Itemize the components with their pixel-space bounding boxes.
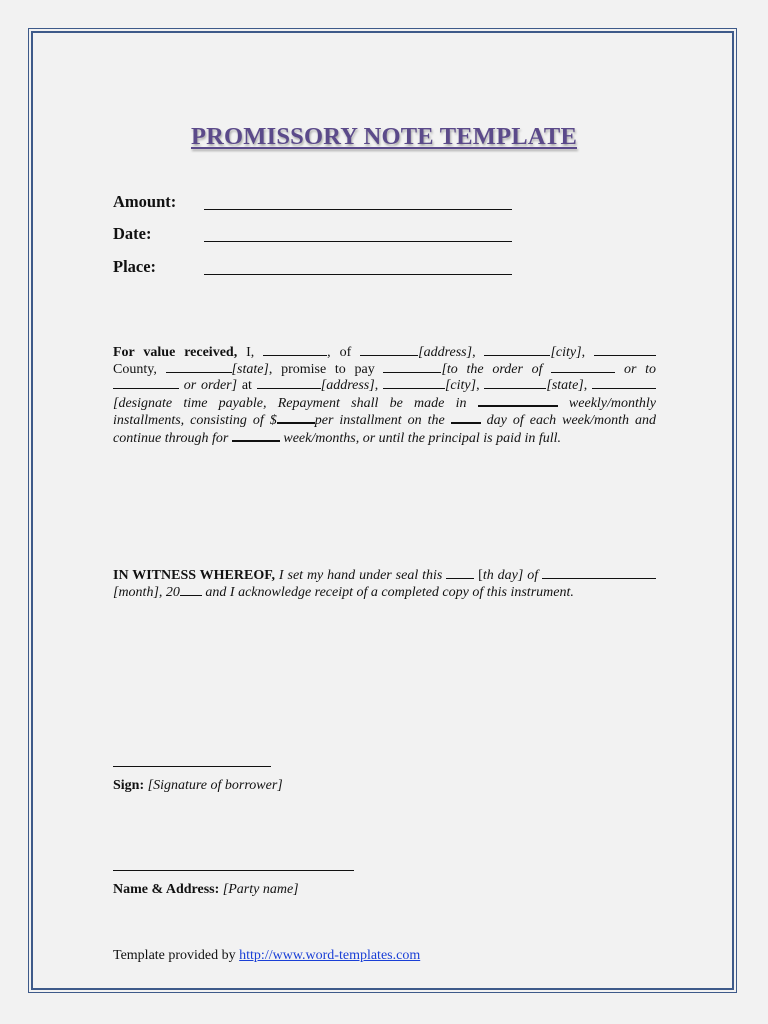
witness-paragraph: IN WITNESS WHEREOF, I set my hand under seal this [th day] of [month], 20 and I acknowledge receipt of a completed copy of this instrument. bbox=[113, 567, 656, 600]
blank bbox=[551, 361, 615, 373]
place-label: Place: bbox=[113, 257, 157, 276]
signature-line bbox=[113, 754, 271, 767]
amount-field-line bbox=[204, 192, 512, 210]
footer bbox=[113, 948, 420, 964]
date-field-line bbox=[204, 224, 512, 242]
body-paragraph: For value received, I, , of [address], [city], County, [state], promise to pay [to the order of or to or order] at [address], [city], [state], [designate time payable, Repayment shall be made in weekly/monthly installments, consisting of $ per installment on the day of each week/month and continue through for week/months, or until the principal is paid in full. bbox=[113, 345, 657, 446]
place-field-line bbox=[204, 257, 512, 275]
template-link[interactable]: http://www.word-templates.com bbox=[239, 948, 421, 963]
blank bbox=[166, 361, 232, 373]
amount-blank bbox=[277, 411, 315, 424]
footer-text: Template provided by bbox=[113, 948, 240, 963]
blank bbox=[180, 584, 202, 596]
sign-value: [Signature of borrower] bbox=[144, 778, 283, 793]
blank bbox=[484, 344, 550, 356]
page-border bbox=[31, 31, 734, 990]
sign-label: Sign: bbox=[113, 778, 145, 793]
blank bbox=[257, 377, 321, 389]
blank bbox=[383, 361, 441, 373]
blank bbox=[594, 344, 656, 356]
blank bbox=[484, 377, 546, 389]
document-title: PROMISSORY NOTE TEMPLATE bbox=[190, 123, 577, 150]
blank bbox=[451, 411, 481, 424]
blank bbox=[446, 567, 474, 579]
sign-label-row bbox=[113, 778, 283, 794]
blank bbox=[478, 394, 558, 407]
name-blank bbox=[263, 344, 327, 356]
name-address-label: Name & Address: bbox=[113, 882, 220, 897]
blank bbox=[232, 429, 280, 442]
in-witness-whereof: IN WITNESS WHEREOF, bbox=[113, 568, 276, 583]
name-address-value: [Party name] bbox=[219, 882, 299, 897]
blank bbox=[383, 377, 445, 389]
date-label: Date: bbox=[113, 224, 152, 243]
name-address-row bbox=[113, 882, 299, 898]
name-address-line bbox=[113, 858, 354, 871]
amount-label: Amount: bbox=[113, 192, 177, 211]
blank bbox=[542, 567, 656, 579]
for-value-received: For value received, bbox=[113, 345, 238, 360]
blank bbox=[113, 377, 179, 389]
blank bbox=[592, 377, 656, 389]
blank bbox=[360, 344, 418, 356]
